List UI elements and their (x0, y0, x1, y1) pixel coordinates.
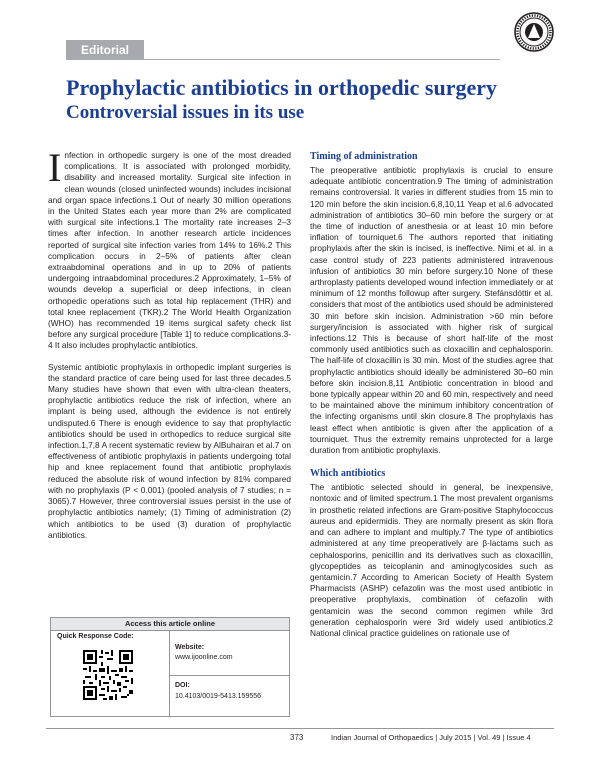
article-title: Prophylactic antibiotics in orthopedic surgery (66, 75, 498, 100)
website-link[interactable]: www.ijoonline.com (175, 654, 233, 661)
qr-code-icon[interactable] (83, 650, 133, 700)
antibiotics-paragraph: The antibiotic selected should in general, be inexpensive, nontoxic and of limited spectrum.1 The most prevalent organisms in prosthetic related infections are Gram-positive Staphylococcus aureus and epidermidis. They are normally present as skin flora and can adhere to implant and multiply.7 The type of antibiotics administered at any time preoperatively are β-lactams such as cephalosporins, penicillin and its derivatives such as cloxacillin, glycopeptides as teicoplanin and aminoglycosides such as gentamicin.7 According to American Society of Health System Pharmacists (ASHP) cefazolin was the most used antibiotic in preoperative prophylaxis, combination of cefazolin with gentamicin was the second common regimen while 3rd generation cephalosporin were 3rd widely used antibiotics.2 National clinical practice guidelines on rationale use of (310, 482, 553, 638)
intro-paragraph (48, 145, 291, 352)
access-box-heading: Access this article online (51, 618, 289, 631)
prophylaxis-paragraph: Systemic antibiotic prophylaxis in orthopedic implant surgeries is the standard practice of care being used for last three decades.5 Many studies have shown that even with ultra-clean theaters, prophylactic antibiotics reduce the risk of infection, where an implant is being used, although the evidence is not entirely undisputed.6 There is enough evidence to say that prophylactic antibiotics should be used in orthopedics to reduce surgical site infection.1,7,8 A recent systematic review by AlBuhairan et al.7 on effectiveness of antibiotic prophylaxis in patients undergoing total hip and knee replacement found that antibiotic prophylaxis reduced the absolute risk of wound infection by 81% compared with no prophylaxis (P < 0.001) (pooled analysis of 7 studies; n = 3065).7 However, three controversial issues persist in the use of prophylactic antibiotics namely; (1) Timing of administration (2) which antibiotics to be used (3) duration of prophylactic antibiotics. (48, 361, 291, 540)
website-label: Website: (175, 644, 205, 651)
intro-text: nfection in orthopedic surgery is one of the most dreaded complications. It is associated with prolonged morbidity, disability and increased mortality. Surgical site infection in clean wounds (closed uninfected wounds) includes incisional and organ space infections.1 Out of nearly 30 million operations in the United States each year more than 2% are complicated with surgical site infections.1 The mortality rate increases 2–3 times after infection. In another research article incidences reported of surgical site infection varies from 14% to 16%.2 This complication occurs in 2–5% of patients after clean extraabdominal operations and in up to 20% of patients undergoing intraabdominal procedures.2 Approximately, 1–5% of wounds develop a superficial or deep infections, in clean orthopedic operations such as total hip replacement (THR) and total knee replacement (TKR).2 The World Health Organization (WHO) has recommended 19 items surgical safety check list before any surgical procedure [Table 1] to reduce complications.3-4 It also includes prophylactic antibiotics. (48, 150, 291, 351)
timing-paragraph: The preoperative antibiotic prophylaxis is crucial to ensure adequate antibiotic concentration.9 The timing of administration remains controversial. It varies in different studies from 15 min to 120 min before the skin incision.6,8,10,11 Yeap et al.6 advocated administration of antibiotics 30–60 min before the surgery or at the time of induction of anesthesia or at least 10 min before inflation of tourniquet.6 The authors reported that initiating prophylaxis after the skin is incised, is ineffective. Nimi et al. in a case control study of 223 patients administered intravenous infusion of antibiotics 30 min before surgery.10 None of these arthroplasty patients developed wound infection immediately or at minimum of 12 months followup after surgery. Stefánsdóttir et al. considers that most of the antibiotics used should be administered 30 min before skin incision. Administration >60 min before surgery/incision is associated with higher risk of surgical infections.12 This is because of short half-life of the most commonly used antibiotics such as cloxacillin and cephalosporin. The half-life of cloxacillin is 30 min. Most of the studies agree that prophylactic antibiotics should ideally be administered 30–60 min before skin incision.8,11 Antibiotic concentration in blood and bone typically appear within 20 and 60 min, respectively and need to be maintained above the minimum inhibitory concentration of the infecting organisms until skin closure.8 The prophylaxis has least effect when antibiotic is given after the application of a tourniquet. Thus the extremity remains unprotected for a large duration from antibiotic prophylaxis. (310, 165, 553, 456)
doi-link[interactable]: 10.4103/0019-5413.159556 (175, 693, 262, 700)
journal-info: Indian Journal of Orthopaedics | July 2015 | Vol. 49 | Issue 4 (331, 733, 531, 742)
qr-cell (51, 630, 170, 716)
access-article-box (50, 617, 290, 717)
section-tab: Editorial (66, 40, 144, 60)
journal-seal-icon (514, 12, 554, 52)
doi-label: DOI: (175, 682, 190, 689)
article-subtitle: Controversial issues in its use (66, 102, 305, 123)
drop-cap: I (48, 145, 62, 190)
header-rule (66, 59, 500, 60)
heading-timing: Timing of administration (310, 151, 418, 162)
qr-label: Quick Response Code: (57, 633, 134, 640)
left-column (48, 145, 291, 541)
right-column (310, 150, 553, 639)
footer-rule (46, 728, 554, 729)
heading-which-antibiotics: Which antibiotics (310, 468, 386, 480)
page-number: 373 (290, 733, 304, 742)
access-box-divider (169, 675, 289, 676)
